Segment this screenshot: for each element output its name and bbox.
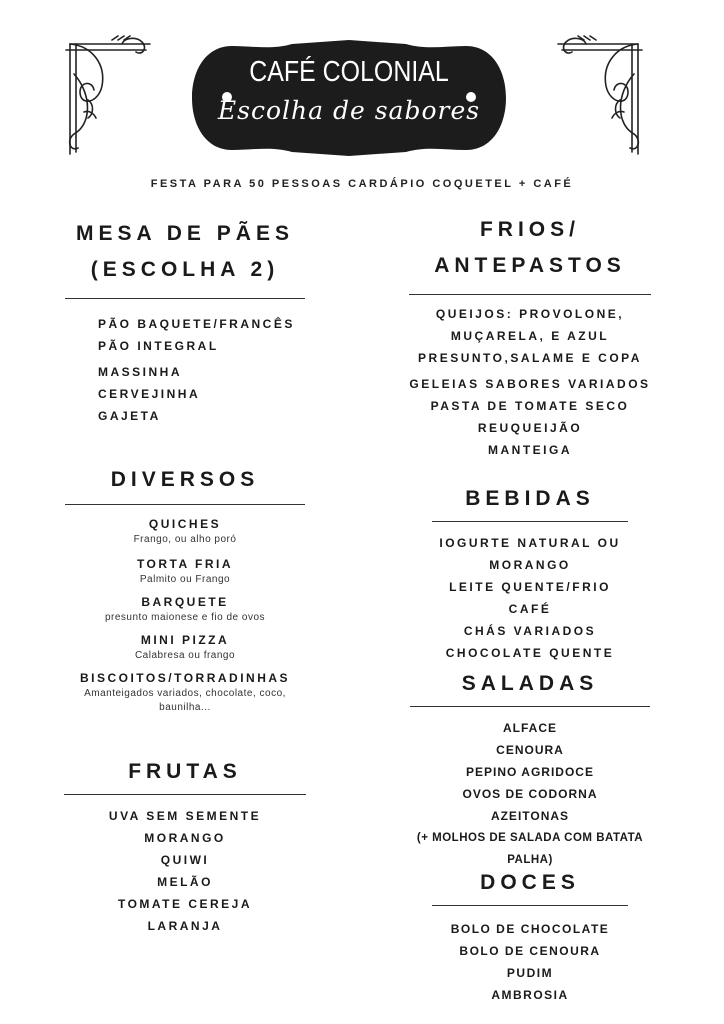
list-item: QUICHES (148, 517, 222, 531)
section-title: FRIOS/ (479, 218, 580, 241)
corner-ornament-left-icon (62, 34, 154, 158)
section-frutas (56, 754, 314, 937)
list-item: PUDIM (506, 966, 554, 980)
section-frios (398, 212, 662, 461)
item-note: Frango, ou alho poró (133, 534, 237, 545)
list-item: QUIWI (160, 853, 210, 867)
section-title: DIVERSOS (110, 468, 260, 491)
header-badge (192, 40, 506, 156)
list-item: BOLO DE CENOURA (459, 944, 601, 958)
list-item: PÃO BAQUETE/FRANCÊS (98, 317, 295, 331)
section-doces (398, 865, 662, 1006)
list-item: CENOURA (496, 743, 564, 757)
section-diversos (56, 462, 314, 721)
section-title-line2: ANTEPASTOS (434, 254, 626, 277)
list-item: BOLO DE CHOCOLATE (450, 922, 610, 936)
list-item: LARANJA (147, 919, 223, 933)
list-item: PEPINO AGRIDOCE (466, 765, 594, 779)
list-item: LEITE QUENTE/FRIO (449, 580, 611, 594)
list-item: ALFACE (503, 721, 557, 735)
list-item: (+ MOLHOS DE SALADA COM BATATA PALHA) (416, 832, 644, 866)
list-item: MELÃO (157, 875, 213, 889)
item-note: presunto maionese e fio de ovos (104, 612, 266, 623)
section-divider (65, 298, 305, 299)
list-item: PASTA DE TOMATE SECO (430, 399, 630, 413)
list-item: BISCOITOS/TORRADINHAS (79, 671, 291, 685)
list-item: AMBROSIA (491, 988, 569, 1002)
list-item: MINI PIZZA (140, 633, 230, 647)
section-title: DOCES (480, 871, 580, 894)
list-item: OVOS DE CODORNA (462, 787, 598, 801)
item-note: Amanteigados variados, chocolate, coco, baunilha... (84, 688, 286, 713)
section-title: BEBIDAS (465, 487, 595, 510)
list-item: QUEIJOS: PROVOLONE, (435, 307, 625, 321)
list-item: PÃO INTEGRAL (98, 339, 219, 353)
list-item: AZEITONAS (490, 809, 570, 823)
corner-ornament-right-icon (554, 34, 646, 158)
list-item: MASSINHA (98, 365, 183, 379)
list-item: CERVEJINHA (98, 387, 201, 401)
list-item: TORTA FRIA (136, 557, 234, 571)
list-item: TOMATE CEREJA (117, 897, 253, 911)
section-divider (432, 905, 628, 906)
item-note: Calabresa ou frango (134, 650, 236, 661)
list-item: CHOCOLATE QUENTE (445, 646, 615, 660)
section-title: SALADAS (461, 672, 599, 695)
section-divider (65, 504, 305, 505)
list-item: CHÁS VARIADOS (463, 624, 597, 638)
section-divider (409, 294, 651, 295)
section-title: FRUTAS (128, 760, 242, 783)
list-item: GELEIAS SABORES VARIADOS (409, 377, 651, 391)
section-saladas (398, 666, 662, 871)
section-title-line2: (ESCOLHA 2) (90, 258, 280, 281)
list-item: UVA SEM SEMENTE (108, 809, 262, 823)
menu-subtitle: Escolha de sabores (217, 96, 481, 125)
section-title: MESA DE PÃES (76, 222, 294, 245)
list-item: IOGURTE NATURAL OU MORANGO (439, 536, 621, 572)
section-divider (432, 521, 628, 522)
section-bebidas (398, 481, 662, 664)
list-item: BARQUETE (141, 595, 229, 609)
section-divider (410, 706, 650, 707)
list-item: PRESUNTO,SALAME E COPA (418, 351, 642, 365)
item-note: Palmito ou Frango (139, 574, 231, 585)
event-description: FESTA PARA 50 PESSOAS CARDÁPIO COQUETEL + CAFÉ (150, 178, 574, 190)
menu-title: CAFÉ COLONIAL (249, 56, 449, 88)
section-divider (64, 794, 306, 795)
list-item: CAFÉ (508, 602, 552, 616)
list-item: MORANGO (144, 831, 226, 845)
list-item: MANTEIGA (488, 443, 572, 457)
list-item: MUÇARELA, E AZUL (450, 329, 610, 343)
list-item: REUQUEIJÃO (477, 421, 583, 435)
list-item: GAJETA (98, 409, 161, 423)
section-paes (56, 216, 314, 427)
